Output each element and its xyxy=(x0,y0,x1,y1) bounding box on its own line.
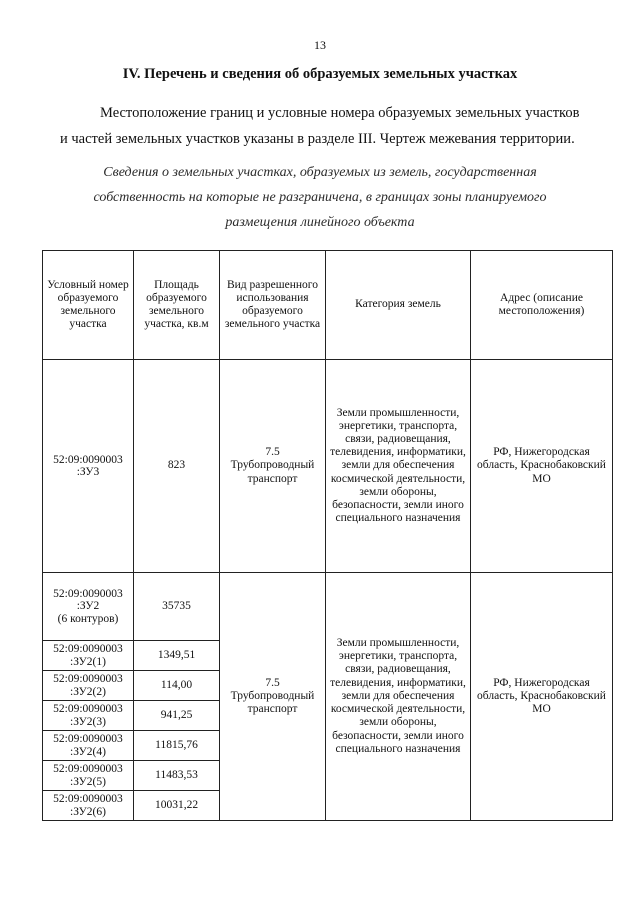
cadastral-number-cell: 52:09:0090003 :ЗУ2 (6 контуров) xyxy=(43,573,134,641)
address-cell: РФ, Нижегородская область, Краснобаковский МО xyxy=(471,360,613,573)
area-cell: 114,00 xyxy=(134,671,220,701)
permitted-use-cell: 7.5 Трубопроводный транспорт xyxy=(220,360,326,573)
land-category-cell: Земли промышленности, энергетики, транспорта, связи, радиовещания, телевидения, информатики, земли для обеспечения космической деятельности, земли обороны, безопасности, земли иного специального назначения xyxy=(326,360,471,573)
cadastral-number-cell: 52:09:0090003 :ЗУ2(5) xyxy=(43,761,134,791)
intro-line-1: Местоположение границ и условные номера образуемых земельных участков xyxy=(100,105,580,121)
header-area: Площадь образуемого земельного участка, кв.м xyxy=(134,251,220,360)
header-permitted-use: Вид разрешенного использования образуемого земельного участка xyxy=(220,251,326,360)
area-cell: 1349,51 xyxy=(134,641,220,671)
cadastral-number-cell: 52:09:0090003 :ЗУ2(6) xyxy=(43,791,134,821)
section-title: IV. Перечень и сведения об образуемых земельных участках xyxy=(122,66,518,82)
header-cadastral-number: Условный номер образуемого земельного участка xyxy=(43,251,134,360)
table-caption xyxy=(70,160,570,235)
caption-line-3: размещения линейного объекта xyxy=(225,215,415,230)
table-header-row xyxy=(43,251,613,360)
area-cell: 941,25 xyxy=(134,701,220,731)
area-cell: 35735 xyxy=(134,573,220,641)
caption-line-2: собственность на которые не разграничена, в границах зоны планируемого xyxy=(93,190,547,205)
cadastral-number-cell: 52:09:0090003 :ЗУ2(4) xyxy=(43,731,134,761)
land-category-cell: Земли промышленности, энергетики, транспорта, связи, радиовещания, телевидения, информатики, земли для обеспечения космической деятельности, земли обороны, безопасности, земли иного специального назначения xyxy=(326,573,471,821)
intro-line-2: и частей земельных участков указаны в разделе III. Чертеж межевания территории. xyxy=(60,131,575,147)
area-cell: 11815,76 xyxy=(134,731,220,761)
table-row xyxy=(43,360,613,573)
cadastral-number-cell: 52:09:0090003 :ЗУ2(3) xyxy=(43,701,134,731)
caption-line-1: Сведения о земельных участках, образуемых из земель, государственная xyxy=(103,165,537,180)
permitted-use-cell: 7.5 Трубопроводный транспорт xyxy=(220,573,326,821)
cadastral-number-cell: 52:09:0090003 :ЗУ2(2) xyxy=(43,671,134,701)
area-cell: 11483,53 xyxy=(134,761,220,791)
cadastral-number-cell: 52:09:0090003 :ЗУ3 xyxy=(43,360,134,573)
area-cell: 823 xyxy=(134,360,220,573)
intro-paragraph xyxy=(60,100,600,152)
address-cell: РФ, Нижегородская область, Краснобаковский МО xyxy=(471,573,613,821)
parcels-table xyxy=(42,250,613,821)
table-row xyxy=(43,573,613,641)
page-number: 13 xyxy=(314,38,326,52)
header-land-category: Категория земель xyxy=(326,251,471,360)
area-cell: 10031,22 xyxy=(134,791,220,821)
header-address: Адрес (описание местоположения) xyxy=(471,251,613,360)
cadastral-number-cell: 52:09:0090003 :ЗУ2(1) xyxy=(43,641,134,671)
